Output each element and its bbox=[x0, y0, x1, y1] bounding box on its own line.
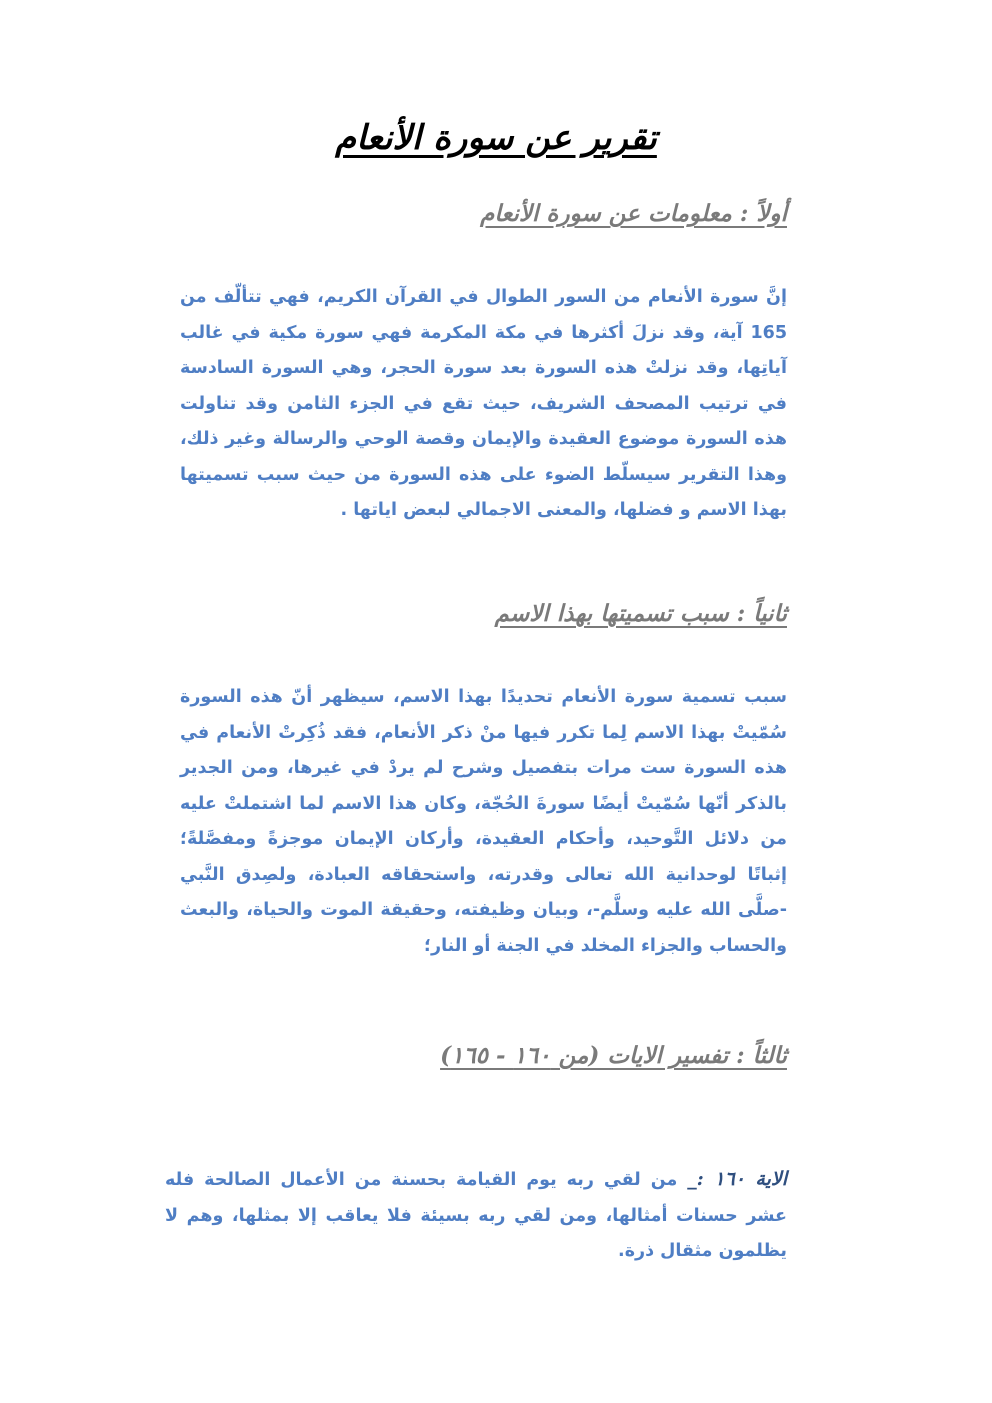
section-heading-info bbox=[150, 200, 787, 227]
section-heading-info-text: أولاً : معلومات عن سورة الأنعام bbox=[480, 200, 787, 227]
verse-paragraph bbox=[165, 1162, 787, 1270]
section-heading-naming bbox=[150, 600, 787, 627]
verse-label: الاية ١٦٠ :_ bbox=[687, 1168, 787, 1190]
section-heading-naming-text: ثانياً : سبب تسميتها بهذا الاسم bbox=[494, 600, 787, 627]
verse-text: من لقي ربه يوم القيامة بحسنة من الأعمال الصالحة فله عشر حسنات أمثالها، ومن لقي ربه بسيئة فلا يعاقب إلا بمثلها، وهم لا يظلمون مثقال ذرة. bbox=[165, 1170, 787, 1261]
section-heading-tafsir bbox=[150, 1042, 787, 1069]
section-body-info: إنَّ سورة الأنعام من السور الطوال في القرآن الكريم، فهي تتألّف من 165 آية، وقد نزلَ أكثرها في مكة المكرمة فهي سورة مكية في غالب آياتِها، وقد نزلتْ هذه السورة بعد سورة الحجر، وهي السورة السادسة في ترتيب المصحف الشريف، حيث تقع في الجزء الثامن وقد تناولت هذه السورة موضوع العقيدة والإيمان وقصة الوحي والرسالة وغير ذلك، وهذا التقرير سيسلّط الضوء على هذه السورة من حيث سبب تسميتها بهذا الاسم و فضلها، والمعنى الاجمالي لبعض اياتها . bbox=[180, 287, 787, 520]
section-body-naming: سبب تسمية سورة الأنعام تحديدًا بهذا الاسم، سيظهر أنّ هذه السورة سُمّيتْ بهذا الاسم لِما تكرر فيها منْ ذكر الأنعام، فقد ذُكِرتْ الأنعام في هذه السورة ست مرات بتفصيل وشرح لم يردْ في غيرها، ومن الجدير بالذكر أنّها سُمّيتْ أيضًا سورةَ الحُجّة، وكان هذا الاسم لما اشتملتْ عليه من دلائل التَّوحيد، وأحكام العقيدة، وأركان الإيمان موجزةً ومفصَّلةً؛ إثباتًا لوحدانية الله تعالى وقدرته، واستحقاقه العبادة، ولصِدق النَّبي -صلَّى الله عليه وسلَّم-، وبيان وظيفته، وحقيقة الموت والحياة، والبعث والحساب والجزاء المخلد في الجنة أو النار؛ bbox=[180, 687, 787, 956]
page-title bbox=[200, 118, 792, 158]
page-title-text: تقرير عن سورة الأنعام bbox=[335, 118, 657, 158]
section-heading-tafsir-text: ثالثاً : تفسير الايات (من ١٦٠ - ١٦٥) bbox=[440, 1042, 787, 1069]
